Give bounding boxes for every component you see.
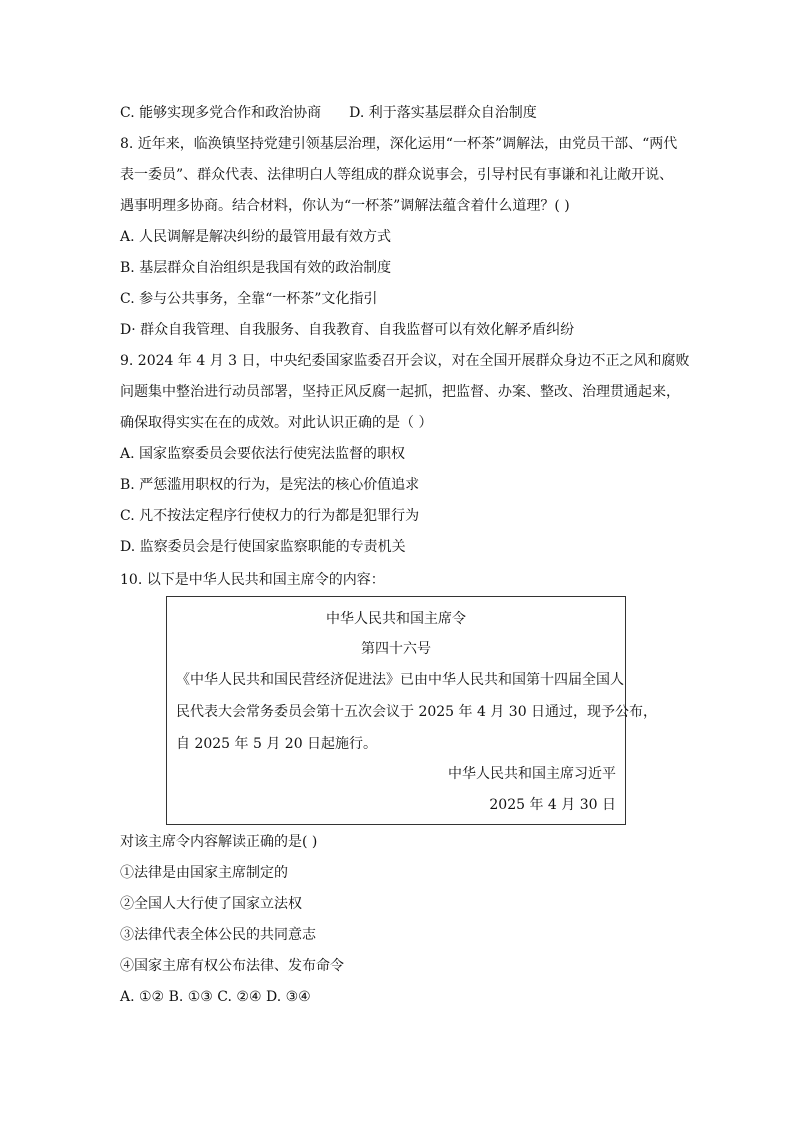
previous-option-d: D. 利于落实基层群众自治制度 [349,105,537,121]
q9-option-c: C. 凡不按法定程序行使权力的行为都是犯罪行为 [120,508,420,524]
q8-option-d: D· 群众自我管理、自我服务、自我教育、自我监督可以有效化解矛盾纠纷 [120,322,575,338]
q9-stem-line-2: 问题集中整治进行动员部署，坚持正风反腐一起抓，把监督、办案、整改、治理贯通起来， [120,384,680,400]
q10-prompt: 对该主席令内容解读正确的是( ) [120,834,318,850]
q9-stem-line-1: 9. 2024 年 4 月 3 日，中央纪委国家监委召开会议，对在全国开展群众身边不正之风和腐败 [120,353,690,369]
q8-option-c: C. 参与公共事务，全靠“一杯茶”文化指引 [120,291,378,307]
presidential-order-box [166,596,658,825]
q8-stem-line-1: 8. 近年来，临涣镇坚持党建引领基层治理，深化运用“一杯茶”调解法，由党员干部、“两代 [120,136,678,152]
order-body-line-1: 《中华人民共和国民营经济促进法》已由中华人民共和国第十四届全国人 [176,672,624,688]
q8-option-a: A. 人民调解是解决纠纷的最管用最有效方式 [120,229,392,245]
q8-stem-line-3: 遇事明理多协商。结合材料，你认为“一杯茶”调解法蕴含着什么道理？( ) [120,198,570,214]
q10-statement-4: ④国家主席有权公布法律、发布命令 [120,958,344,974]
q8-option-b: B. 基层群众自治组织是我国有效的政治制度 [120,260,392,276]
q10-statement-1: ①法律是由国家主席制定的 [120,865,288,881]
q9-stem-line-3: 确保取得实实在在的成效。对此认识正确的是（ ） [120,415,433,431]
order-body-line-3: 自 2025 年 5 月 20 日起施行。 [176,736,378,752]
q9-option-d: D. 监察委员会是行使国家监察职能的专责机关 [120,539,406,555]
order-title: 中华人民共和国主席令 [326,611,466,627]
q9-option-a: A. 国家监察委员会要依法行使宪法监督的职权 [120,446,406,462]
order-date: 2025 年 4 月 30 日 [489,797,616,813]
order-signature: 中华人民共和国主席习近平 [448,766,616,782]
q10-statement-2: ②全国人大行使了国家立法权 [120,896,302,912]
q10-statement-3: ③法律代表全体公民的共同意志 [120,927,316,943]
order-body-line-2: 民代表大会常务委员会第十五次会议于 2025 年 4 月 30 日通过，现予公布， [176,704,658,720]
order-number: 第四十六号 [361,641,431,657]
q8-stem-line-2: 表一委员”、群众代表、法律明白人等组成的群众说事会，引导村民有事谦和礼让敞开说、 [120,167,674,183]
q9-option-b: B. 严惩滥用职权的行为，是宪法的核心价值追求 [120,477,420,493]
previous-option-c: C. 能够实现多党合作和政治协商 [120,105,322,121]
previous-options-row [120,103,537,123]
q10-stem: 10. 以下是中华人民共和国主席令的内容： [120,572,385,588]
q10-answer-options: A. ①② B. ①③ C. ②④ D. ③④ [120,989,311,1005]
